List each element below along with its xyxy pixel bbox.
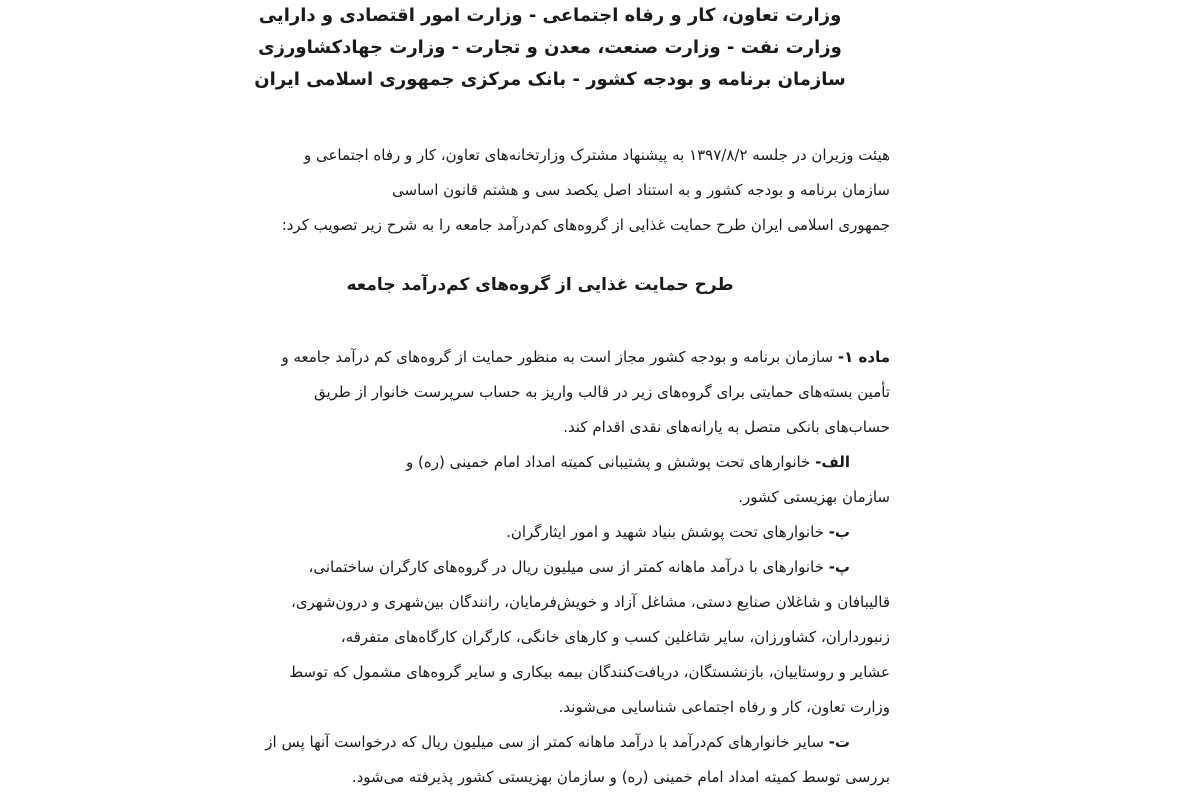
header-line: وزارت تعاون، کار و رفاه اجتماعی - وزارت امور اقتصادی و دارایی <box>258 5 842 26</box>
clause-alef-label: الف- <box>815 453 850 471</box>
header-line: وزارت نفت - وزارت صنعت، معدن و تجارت - وزارت جهادکشاورزی <box>258 37 842 58</box>
article-1-line: تأمین بسته‌های حمایتی برای گروه‌های زیر در قالب واریز به حساب سرپرست خانوار از طریق <box>313 383 890 401</box>
article-1-text: سازمان برنامه و بودجه کشور مجاز است به منظور حمایت از گروه‌های کم درآمد جامعه و <box>281 348 834 366</box>
ministries-header <box>200 0 900 96</box>
clause-alef-text: خانوارهای تحت پوشش و پشتیبانی کمیته امداد امام خمینی (ره) و <box>405 453 811 471</box>
clause-te-label: ت- <box>828 733 850 751</box>
clause-pe-line: زنبورداران، کشاورزان، سایر شاغلین کسب و کارهای خانگی، کارگران کارگاه‌های متفرقه، <box>340 628 890 646</box>
clause-be-label: ب- <box>828 523 850 541</box>
clause-te-line <box>150 725 890 760</box>
clause-pe-line <box>150 550 890 585</box>
article-1-line: حساب‌های بانکی متصل به یارانه‌های نقدی اقدام کند. <box>563 418 890 436</box>
clause-pe-line: قالیبافان و شاغلان صنایع دستی، مشاغل آزاد و خویش‌فرمایان، رانندگان بین‌شهری و درون‌شهری، <box>291 593 890 611</box>
clause-pe-label: پ- <box>828 558 850 576</box>
clause-be-line <box>150 515 890 550</box>
document-title: طرح حمایت غذایی از گروه‌های کم‌درآمد جامعه <box>346 275 734 295</box>
clause-be-text: خانوارهای تحت پوشش بنیاد شهید و امور ایثارگران. <box>506 523 824 541</box>
clause-te-line: بررسی توسط کمیته امداد امام خمینی (ره) و سازمان بهزیستی کشور پذیرفته می‌شود. <box>351 768 890 786</box>
intro-paragraph <box>150 138 890 243</box>
clause-pe-line: وزارت تعاون، کار و رفاه اجتماعی شناسایی می‌شوند. <box>558 698 890 716</box>
intro-line: هیئت وزیران در جلسه ۱۳۹۷/۸/۲ به پیشنهاد مشترک وزارتخانه‌های تعاون، کار و رفاه اجتماعی و <box>303 146 890 164</box>
header-line: سازمان برنامه و بودجه کشور - بانک مرکزی جمهوری اسلامی ایران <box>254 69 846 90</box>
article-1-label: ماده ۱- <box>837 348 890 366</box>
document-body <box>150 340 890 795</box>
clause-alef-line: سازمان بهزیستی کشور. <box>738 488 890 506</box>
clause-alef-line <box>150 445 890 480</box>
clause-pe-line: عشایر و روستاییان، بازنشستگان، دریافت‌کنندگان بیمه بیکاری و سایر گروه‌های مشمول که توسط <box>289 663 890 681</box>
intro-line: جمهوری اسلامی ایران طرح حمایت غذایی از گروه‌های کم‌درآمد جامعه را به شرح زیر تصویب کرد: <box>281 216 890 234</box>
clause-te-text: سایر خانوارهای کم‌درآمد با درآمد ماهانه کمتر از سی میلیون ریال که درخواست آنها پس از <box>265 733 824 751</box>
clause-pe-text: خانوارهای با درآمد ماهانه کمتر از سی میلیون ریال در گروه‌های کارگران ساختمانی، <box>308 558 824 576</box>
article-1-line <box>150 340 890 375</box>
intro-line: سازمان برنامه و بودجه کشور و به استناد اصل یکصد سی و هشتم قانون اساسی <box>392 181 890 199</box>
